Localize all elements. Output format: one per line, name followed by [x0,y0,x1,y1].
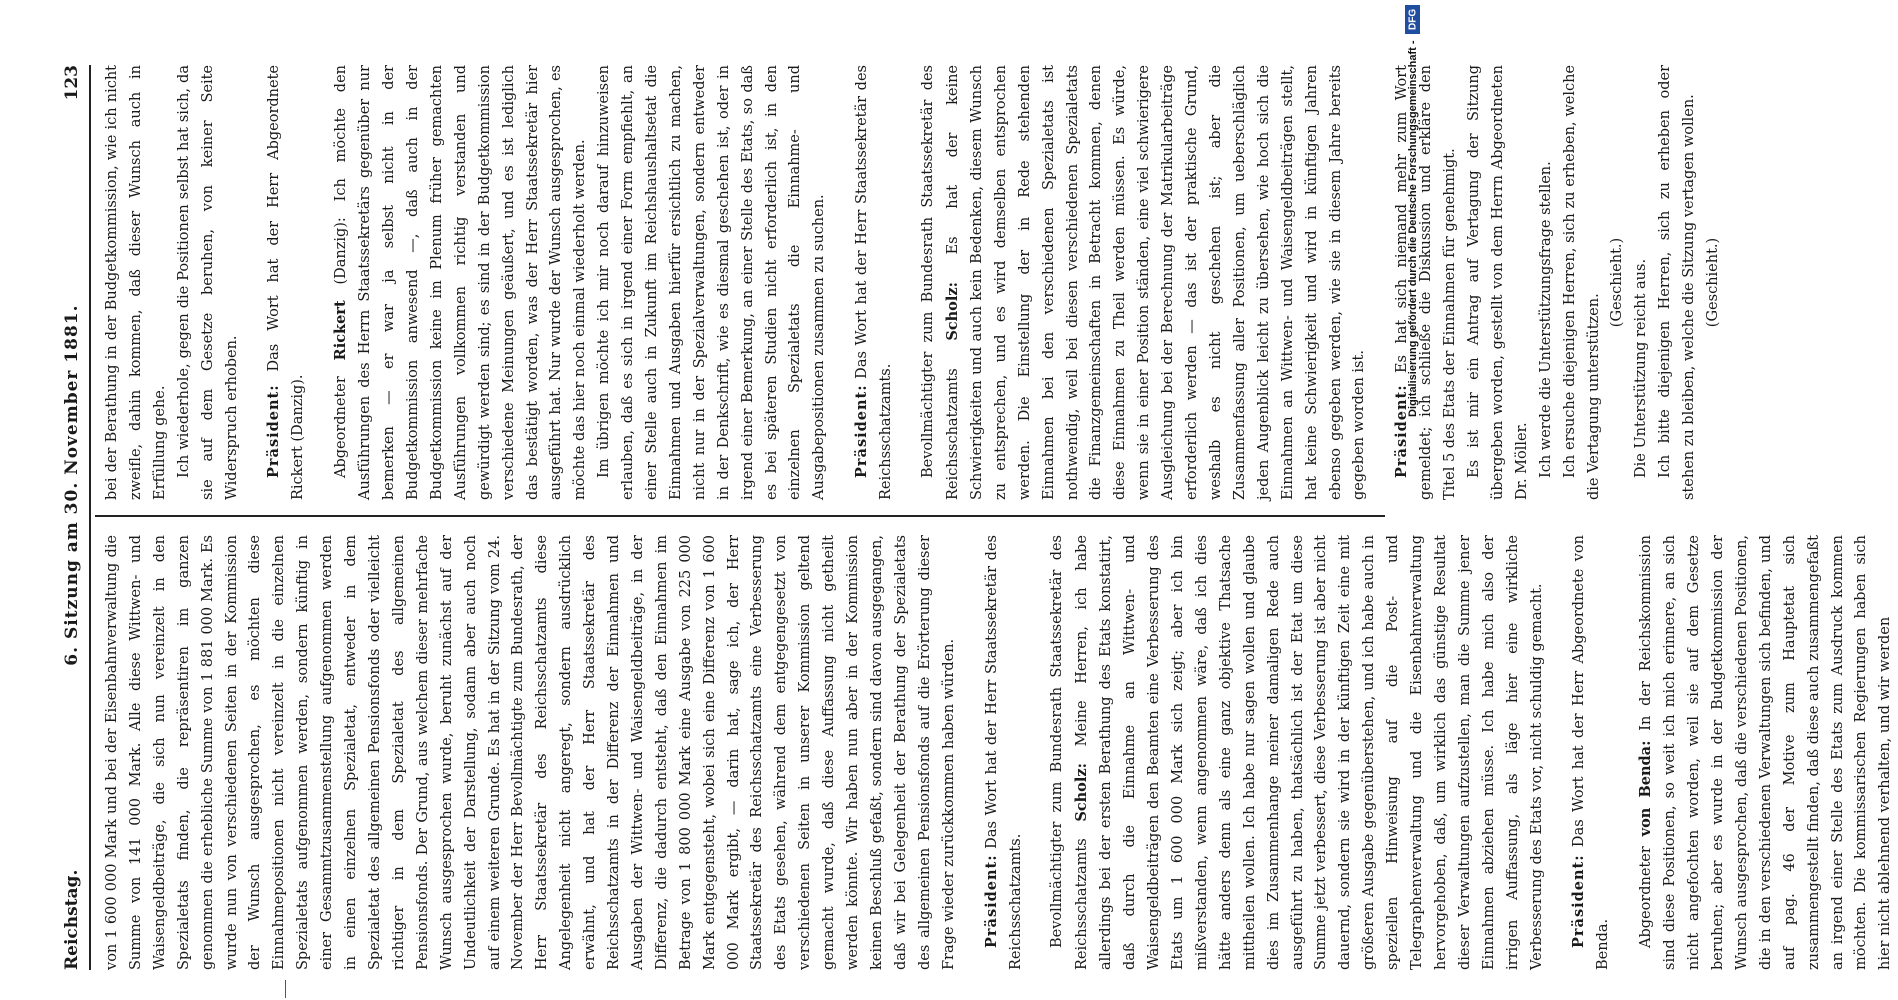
page-number: 123 [62,65,82,101]
paragraph-text: Das Wort hat der Herr Abgeordnete Rickert (Danzig). [266,65,307,500]
speaker-label: Scholz: [944,282,961,341]
paragraph-text: Das Wort hat der Herr Abgeordnete von Benda. [1571,535,1612,970]
paragraph [329,65,593,500]
paragraph-text: Es hat sich niemand mehr zum Wort gemeldet; ich schließe die Diskussion und erkläre den Titel 5 des Etats der Einnahmen für genehmigt. [1394,65,1459,500]
paragraph: Es ist mir ein Antrag auf Vertagung der Sitzung übergeben worden, gestellt von dem Herrn Abgeordneten Dr. Möller. [1466,65,1530,500]
paragraph [1634,535,1898,970]
paragraph: Ich bitte diejenigen Herren, sich zu erheben oder stehen zu bleiben, welche die Sitzung vertagen wollen. [1657,65,1698,500]
paragraph-text: Das Wort hat der Herr Staatssekretär des Reichsschatzamts. [983,535,1024,970]
speaker-label: Präsident: [1393,384,1411,478]
paragraph: Die Unterstützung reicht aus. [1633,258,1650,478]
paragraph-text: (Danzig): Ich möchte den Ausführungen des Herrn Staatssekretärs gegenüber nur bemerken — er war ja selbst nicht in der Budgetkommission anwesend —, daß auch in der Budgetkommission keine im Plenum früher gemachten Ausführungen vollkommen richtig verstanden und gewürdigt werden sind; es sind in der Budgetkommission verschiedene Meinungen geäußert, und es ist lediglich das bestätigt worden, was der Herr Staatssekretär hier ausgeführt hat. Nur wurde der Wunsch ausgesprochen, es möchte das hier noch einmal wiederholt werden. [333,65,589,500]
stage-direction: (Geschieht.) [1705,237,1722,328]
digitization-credit [1402,5,1424,995]
speaker-title: Bevollmächtigter zum Bundesrath Staatssekretär des Reichsschatzamts [920,65,961,500]
speaker-label: Präsident: [1570,854,1588,948]
page-header [55,65,91,970]
speaker-label: von Benda: [1637,740,1655,837]
credit-text: Digitalisierung gefördert durch die Deutsche Forschungsgemeinschaft - [1407,40,1419,417]
stage-direction: (Geschieht.) [1609,237,1626,328]
paragraph [980,535,1029,970]
speaker-label: Rickert [332,300,350,361]
speaker-label: Scholz: [1073,763,1091,822]
paragraph-text: Es hat der keine Schwierigkeiten und auch kein Bedenken, diesem Wunsch zu entsprechen, und es wird demselben entsprochen werden. Die Einstellung der in Rede stehenden Einnahmen bei den verschiedenen Spezialetats ist nothwendig, weil bei diesen verschiedenen Spezialetats die Finanzgemeinschaften in Betracht kommen, denen diese Einnahmen zu Theil werden müssen. Es würde, wenn sie in einer Position ständen, eine viel schwierigere Ausgleichung bei der Berechnung der Matrikularbeiträge erforderlich werden — das ist der praktische Grund, weshalb es nicht geschehen ist; aber die Zusammenfassung aller Positionen, um ueberschläglich jeden Augenblick leicht zu übersehen, wie hoch sich die Einnahmen an Wittwen- und Waisengeldbeiträgen stellt, hat keine Schwierigkeit und wird in künftigen Jahren ebenso gegeben werden, wie sie in diesem Jahre bereits gegeben worden ist. [945,65,1368,500]
paragraph: bei der Berathung in der Budgetkommission, wie ich nicht zweifle, dahin kommen, daß dieser Wunsch auch in Erfüllung gehe. [104,65,168,500]
paragraph: Ich werde die Unterstützungsfrage stellen. [1537,161,1554,478]
header-left: Reichstag. [62,869,82,970]
paragraph [850,65,899,500]
speaker-label: Präsident: [265,384,283,478]
header-title: 6. Sitzung am 30. November 1881. [62,304,82,666]
paragraph [1046,535,1549,970]
paragraph-text: In der Reichskommission sind diese Positionen, so weit ich mich erinnere, an sich nicht angefochten worden, weil sie auf dem Gesetze beruhen; aber es wurde in der Budgetkommission der Wunsch ausgesprochen, daß die verschiedenen Positionen, die in den verschiedenen Verwaltungen sich befinden, und auf pag. 46 der Motive zum Hauptetat sich zusammengestellt finden, daß diese auch zusammengefaßt an irgend einer Stelle des Etats zum Ausdruck kommen möchten. Die kommissarischen Regierungen haben sich hier nicht ablehnend verhalten, und wir werden [1638,534,1894,970]
paragraph: Im übrigen möchte ich mir noch darauf hinzuweisen erlauben, daß es sich in irgend einer Form empfiehlt, an einer Stelle auch in Zukunft im Reichshaushaltsetat die Einnahmen und Ausgaben hierfür ersichtlich zu machen, nicht nur in der Spezialverwaltungen, sondern entweder in der Denkschrift, wie es diesmal geschehen ist, oder in irgend einer Bemerkung, an einer Stelle des Etats, so daß es bei späteren Studien nicht erforderlich ist, in den einzelnen Spezialetats die Einnahme- und Ausgabepositionen zusammen zu suchen. [596,65,828,500]
paragraph [1567,535,1616,970]
paragraph-text: Das Wort hat der Herr Staatssekretär des Reichsschatzamts. [854,65,895,500]
speaker-title: Bevollmächtigter zum Bundesrath Staatssekretär des Reichsschatzamts [1049,535,1091,970]
column-left [101,534,1894,970]
paragraph: Ich wiederhole, gegen die Positionen selbst hat sich, da sie auf dem Gesetze beruhen, von keiner Seite Widerspruch erhoben. [175,65,240,500]
paragraph [262,65,311,500]
speaker-label: Präsident: [853,384,871,478]
column-divider [95,515,1385,517]
speaker-title: Abgeordneter [333,376,350,478]
paragraph: von 1 600 000 Mark und bei der Eisenbahnverwaltung die Summe von 141 000 Mark. Alle diese Wittwen- und Waisengeldbeiträge, die sich nun vereinzelt in den Spezialetats finden, die repräsentiren im ganzen genommen die erhebliche Summe von 1 881 000 Mark. Es wurde nun von verschiedenen Seiten in der Kommission der Wunsch ausgesprochen, es möchten diese Einnahmepositionen nicht vereinzelt in die einzelnen Spezialetats aufgenommen werden, sondern künftig in einer Gesammtzusammenstellung aufgenommen werden in einen einzelnen Spezialetat, entweder in dem Spezialetat des allgemeinen Pensionsfonds oder vielleicht richtiger in dem Spezialetat des allgemeinen Pensionsfonds. Der Grund, aus welchem dieser mehrfache Wunsch ausgesprochen wurde, beruht zunächst auf der Undeutlichkeit der Darstellung, sodann aber auch noch auf einem weiteren Grunde. Es hat in der Sitzung vom 24. November der Herr Bevollmächtigte zum Bundesrath, der Herr Staatssekretär des Reichsschatzamts diese Angelegenheit nicht angeregt, sondern ausdrücklich erwähnt, und hat der Herr Staatssekretär des Reichsschatzamts in der Differenz der Einnahmen und Ausgaben der Wittwen- und Waisengeldbeiträge, in der Differenz, die dadurch entsteht, daß den Einnahmen im Betrage von 1 800 000 Mark eine Ausgabe von 225 000 Mark entgegensteht, wobei sich eine Differenz von 1 600 000 Mark ergibt, — darin hat, sage ich, der Herr Staatssekretär des Reichsschatzamts eine Verbesserung des Etats gesehen, während dem entgegengesetzt von verschiedenen Seiten in unserer Kommission geltend gemacht wurde, daß diese Auffassung nicht getheilt werden könnte. Wir haben nun aber in der Kommission keinen Beschluß gefaßt, sondern sind davon ausgegangen, daß wir bei Gelegenheit der Berathung der Spezialetats des allgemeinen Pensionsfonds auf die Erörterung dieser Frage wieder zurückkommen haben würden. [104,535,957,970]
paragraph-text: Meine Herren, ich habe allerdings bei der ersten Berathung des Etats konstatirt, daß durch die Einnahme an Wittwen- und Waisengeldbeiträgen den Beamten eine Verbesserung des Etats um 1 600 000 Mark sich zeigt; aber ich bin mißverstanden, wenn angenommen wäre, daß ich dies hätte anders denn als eine ganz objektive Thatsache mittheilen wollen. Ich habe nur sagen wollen und glaube dies im Zusammenhange meiner damaligen Rede auch ausgeführt zu haben, thatsächlich ist der Etat um diese Summe jetzt verbessert, diese Verbesserung ist aber nicht dauernd, sondern sie wird in der künftigen Zeit eine mit größeren Ausgabe gegenüberstehen, und ich habe auch in speziellen Hinweisung auf die Post- und Telegraphenverwaltung und die Eisenbahnverwaltung hervorgehoben, daß, um wirklich das günstige Resultat dieser Verwaltungen aufzustellen, man die Summe jener Einnahmen abziehen müsse. Ich habe mich also der irrigen Auffassung, als läge hier eine wirkliche Verbesserung des Etats vor, nicht schuldig gemacht. [1074,535,1545,970]
dfg-logo: DFG [1406,5,1421,34]
speaker-label: Präsident: [982,854,1000,948]
paragraph [917,65,1372,500]
scan-mark [285,980,292,998]
speaker-title: Abgeordneter [1638,846,1655,948]
paragraph: Ich ersuche diejenigen Herren, sich zu erheben, welche die Vertagung unterstützen. [1561,65,1602,500]
